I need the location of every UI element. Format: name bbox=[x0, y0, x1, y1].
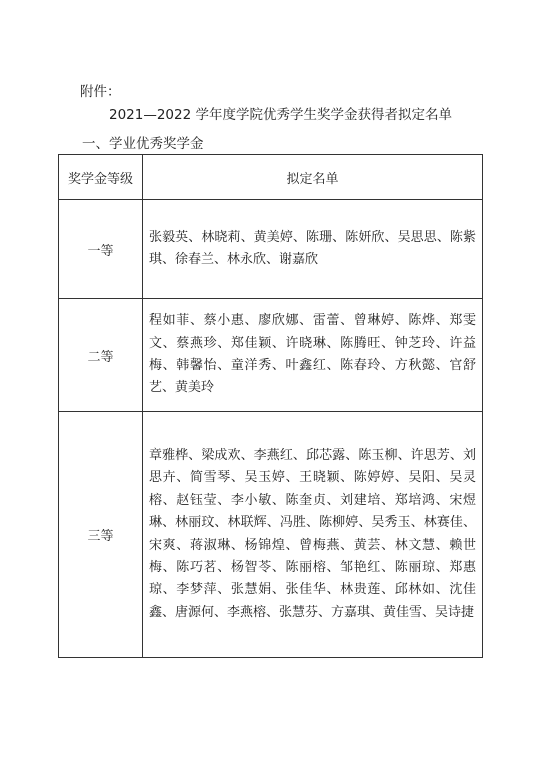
column-header-grade: 奖学金等级 bbox=[59, 155, 143, 200]
attachment-label: 附件： bbox=[80, 84, 121, 100]
table-row bbox=[59, 299, 483, 412]
grade-cell: 二等 bbox=[59, 299, 143, 412]
names-cell: 程如菲、蔡小惠、廖欣娜、雷蕾、曾琳婷、陈烨、郑雯文、蔡燕珍、郑佳颖、许晓琳、陈腾旺、钟芝玲、许益梅、韩馨怡、童洋秀、叶鑫红、陈春玲、方秋懿、官舒艺、黄美玲 bbox=[143, 299, 483, 412]
document-title: 2021—2022 学年度学院优秀学生奖学金获得者拟定名单 bbox=[108, 107, 452, 123]
names-cell: 张毅英、林晓莉、黄美婷、陈珊、陈妍欣、吴思思、陈紫琪、徐春兰、林永欣、谢嘉欣 bbox=[143, 200, 483, 299]
table-row bbox=[59, 412, 483, 658]
column-header-names: 拟定名单 bbox=[143, 155, 483, 200]
table-header-row bbox=[59, 155, 483, 200]
grade-cell: 三等 bbox=[59, 412, 143, 658]
scholarship-table bbox=[58, 154, 483, 658]
grade-cell: 一等 bbox=[59, 200, 143, 299]
names-cell: 章雅桦、梁成欢、李燕红、邱芯露、陈玉柳、许思芳、刘思卉、简雪琴、吴玉婷、王晓颖、陈婷婷、吴阳、吴灵榕、赵钰莹、李小敏、陈奎贞、刘建培、郑培鸿、宋煜琳、林丽玟、林联辉、冯胜、陈柳婷、吴秀玉、林赛佳、宋爽、蒋淑琳、杨锦煌、曾梅燕、黄芸、林文慧、赖世梅、陈巧茗、杨智苓、陈丽榕、邹艳红、陈丽琼、郑惠琼、李梦萍、张慧娟、张佳华、林贵莲、邱林如、沈佳鑫、唐源何、李燕榕、张慧芬、方嘉琪、黄佳雪、吴诗捷 bbox=[143, 412, 483, 658]
table-row bbox=[59, 200, 483, 299]
section-heading: 一、学业优秀奖学金 bbox=[82, 136, 204, 152]
